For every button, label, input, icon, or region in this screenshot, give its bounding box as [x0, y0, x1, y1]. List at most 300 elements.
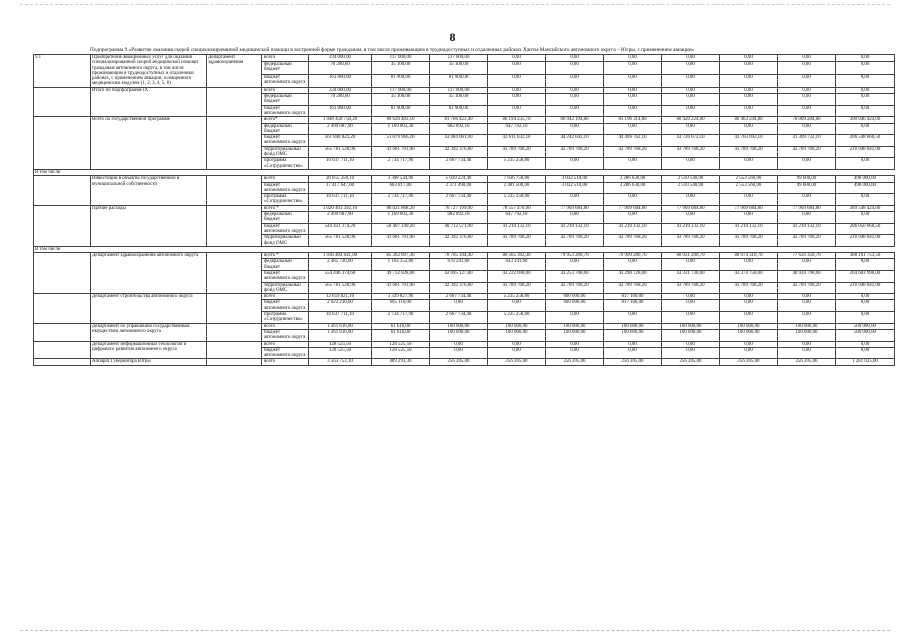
amount-cell: 99 600,00 — [778, 176, 836, 182]
amount-cell: 10 637 711,10 — [309, 158, 372, 170]
amount-cell: 3 286 630,00 — [604, 182, 662, 194]
amount-cell: 0,00 — [546, 194, 604, 206]
funding-source: федеральный бюджет — [262, 94, 309, 106]
amount-cell: 10 637 711,10 — [309, 312, 372, 324]
amount-cell: 2 485 736,00 — [309, 259, 372, 271]
amount-cell: 0,00 — [720, 347, 778, 359]
amount-cell: 43 290 728,00 — [604, 270, 662, 282]
amount-cell: 0,00 — [604, 259, 662, 271]
amount-cell: 100 000,00 — [488, 323, 546, 329]
amount-cell: 0,00 — [604, 87, 662, 93]
amount-cell: 0,00 — [546, 105, 604, 117]
amount-cell: 43 789 768,20 — [778, 146, 836, 158]
amount-cell: 498 000,00 — [836, 176, 895, 182]
amount-cell: 0,00 — [604, 158, 662, 170]
amount-cell: 43 789 768,20 — [546, 146, 604, 158]
amount-cell: 0,00 — [778, 347, 836, 359]
amount-cell: 81 900,00 — [372, 74, 430, 87]
amount-cell: 565 761 528,90 — [309, 146, 372, 158]
amount-cell: 100 000,00 — [546, 323, 604, 329]
funding-source: бюджет автономного округа — [262, 223, 309, 235]
amount-cell: 42 695 127,80 — [430, 270, 488, 282]
amount-cell: 43 789 768,20 — [488, 235, 546, 247]
amount-cell: 5 235 258,80 — [488, 158, 546, 170]
amount-cell: 0,00 — [778, 312, 836, 324]
amount-cell: 61 616,00 — [372, 323, 430, 329]
amount-cell: 43 789 768,20 — [662, 235, 720, 247]
amount-cell: 0,00 — [546, 123, 604, 135]
amount-cell: 0,00 — [604, 94, 662, 106]
amount-cell: 0,00 — [778, 341, 836, 347]
amount-cell: 43 374 758,00 — [720, 270, 778, 282]
amount-cell: 0,00 — [778, 294, 836, 300]
amount-cell: 0,00 — [836, 74, 895, 87]
amount-cell: 43 789 768,20 — [604, 235, 662, 247]
amount-cell: 256 205,00 — [488, 359, 546, 365]
amount-cell: 117 000,00 — [430, 55, 488, 62]
amount-cell: 43 084 061,90 — [430, 135, 488, 147]
amount-cell: 2 510 540,00 — [662, 176, 720, 182]
amount-cell: 0,00 — [836, 347, 895, 359]
amount-cell: 0,00 — [604, 62, 662, 75]
amount-cell: 43 789 768,20 — [778, 235, 836, 247]
funding-source: бюджет автономного округа — [262, 300, 309, 312]
amount-cell: 390 046 424,00 — [836, 117, 895, 123]
amount-cell: 7 636 758,80 — [488, 176, 546, 182]
amount-cell: 0,00 — [488, 62, 546, 75]
amount-cell: 0,00 — [546, 259, 604, 271]
amount-cell: 81 766 423,40 — [430, 117, 488, 123]
amount-cell: 0,00 — [662, 259, 720, 271]
amount-cell: 500 000,00 — [836, 323, 895, 329]
amount-cell: 70 200,00 — [309, 94, 372, 106]
amount-cell: 0,00 — [662, 312, 720, 324]
amount-cell: 218 948 841,00 — [836, 146, 895, 158]
amount-cell: 5 235 258,80 — [488, 312, 546, 324]
row-number — [34, 341, 91, 359]
amount-cell: 0,00 — [778, 123, 836, 135]
amount-cell: 0,00 — [488, 347, 546, 359]
table-row — [34, 359, 895, 365]
amount-cell: 0,00 — [720, 158, 778, 170]
amount-cell: 0,00 — [604, 347, 662, 359]
amount-cell: 0,00 — [720, 259, 778, 271]
executor — [207, 87, 262, 116]
amount-cell: 43 789 768,20 — [488, 282, 546, 294]
budget-table-sheet — [33, 47, 881, 366]
amount-cell: 42 392 376,80 — [430, 235, 488, 247]
amount-cell: 1 281 025,00 — [836, 359, 895, 365]
amount-cell: 0,00 — [546, 62, 604, 75]
amount-cell: 0,00 — [778, 158, 836, 170]
amount-cell: 0,00 — [720, 74, 778, 87]
amount-cell: 86 021 868,20 — [372, 205, 430, 211]
funding-source: всего — [262, 359, 309, 365]
amount-cell: 78 705 104,40 — [430, 253, 488, 259]
executor — [207, 341, 262, 359]
amount-cell: 128 525,50 — [309, 347, 372, 359]
amount-cell: 600 000,00 — [546, 294, 604, 300]
amount-cell: 0,00 — [836, 87, 895, 93]
amount-cell: 206 050 660,50 — [836, 223, 895, 235]
executor — [207, 205, 262, 246]
amount-cell: 0,00 — [720, 55, 778, 62]
amount-cell: 100 000,00 — [604, 323, 662, 329]
amount-cell: 256 205,00 — [662, 359, 720, 365]
amount-cell: 0,00 — [604, 212, 662, 224]
amount-cell: 0,00 — [604, 194, 662, 206]
amount-cell: 0,00 — [546, 55, 604, 62]
amount-cell: 0,00 — [720, 94, 778, 106]
amount-cell: 0,00 — [836, 294, 895, 300]
funding-source: всего — [262, 341, 309, 347]
amount-cell: 3 398 534,90 — [372, 176, 430, 182]
amount-cell: 663 817,00 — [372, 182, 430, 194]
amount-cell: 43 789 768,20 — [720, 282, 778, 294]
amount-cell: 0,00 — [488, 105, 546, 117]
amount-cell: 41 210 132,10 — [604, 223, 662, 235]
amount-cell: 35 100,00 — [430, 62, 488, 75]
amount-cell: 41 210 132,10 — [720, 223, 778, 235]
amount-cell: 100 000,00 — [662, 323, 720, 329]
amount-cell: 0,00 — [662, 74, 720, 87]
amount-cell: 0,00 — [720, 123, 778, 135]
amount-cell: 0,00 — [662, 347, 720, 359]
amount-cell: 0,00 — [662, 194, 720, 206]
amount-cell: 2 371 490,00 — [430, 182, 488, 194]
measure-name: Всего по государственной программе — [91, 117, 207, 170]
amount-cell: 2 553 560,00 — [720, 176, 778, 182]
amount-cell: 43 789 768,20 — [720, 146, 778, 158]
funding-source: программа «Сотрудничество» — [262, 158, 309, 170]
amount-cell: 5 235 258,80 — [488, 294, 546, 300]
amount-cell: 1 164 352,80 — [372, 259, 430, 271]
amount-cell: 2 553 560,00 — [720, 182, 778, 194]
amount-cell: 28 055 358,10 — [309, 176, 372, 182]
amount-cell: 256 205,00 — [720, 359, 778, 365]
amount-cell: 647 792,10 — [488, 212, 546, 224]
amount-cell: 43 789 768,20 — [662, 282, 720, 294]
amount-cell: 0,00 — [488, 55, 546, 62]
amount-cell: 682 892,10 — [430, 212, 488, 224]
amount-cell: 1 169 003,30 — [372, 212, 430, 224]
amount-cell: 1 048 458 750,20 — [309, 117, 372, 123]
funding-source: территориальный фонд ОМС — [262, 235, 309, 247]
amount-cell: 43 789 768,20 — [662, 146, 720, 158]
amount-cell: 218 948 841,00 — [836, 235, 895, 247]
amount-cell: 43 789 768,20 — [720, 235, 778, 247]
amount-cell: 2 401 500,00 — [488, 182, 546, 194]
amount-cell: 77 909 684,80 — [604, 205, 662, 211]
amount-cell: 12 659 821,10 — [309, 294, 372, 300]
funding-source: бюджет автономного округа — [262, 105, 309, 117]
amount-cell: 0,00 — [720, 312, 778, 324]
amount-cell: 565 761 528,90 — [309, 282, 372, 294]
funding-source: бюджет автономного округа — [262, 182, 309, 194]
amount-cell: 2 499 687,90 — [309, 212, 372, 224]
table-row — [34, 55, 895, 62]
amount-cell: 43 763 692,10 — [720, 135, 778, 147]
amount-cell: 43 789 768,20 — [778, 282, 836, 294]
amount-cell: 0,00 — [604, 341, 662, 347]
amount-cell: 100 000,00 — [430, 323, 488, 329]
funding-source: всего — [262, 294, 309, 300]
amount-cell: 0,00 — [546, 158, 604, 170]
amount-cell: 605 110,00 — [372, 300, 430, 312]
funding-source: федеральный бюджет — [262, 259, 309, 271]
amount-cell: 43 789 768,20 — [546, 282, 604, 294]
amount-cell: 1 030 404 641,00 — [309, 253, 372, 259]
amount-cell: 678 241,60 — [430, 259, 488, 271]
amount-cell: 817 100,00 — [604, 300, 662, 312]
amount-cell: 0,00 — [778, 300, 836, 312]
amount-cell: 0,00 — [546, 347, 604, 359]
amount-cell: 2 022 210,00 — [309, 300, 372, 312]
amount-cell: 43 253 708,00 — [546, 270, 604, 282]
amount-cell: 41 210 132,10 — [488, 223, 546, 235]
row-number — [34, 205, 91, 246]
amount-cell: 0,00 — [720, 212, 778, 224]
amount-cell: 234 000,00 — [309, 55, 372, 62]
amount-cell: 0,00 — [836, 259, 895, 271]
amount-cell: 3 032 510,00 — [546, 176, 604, 182]
amount-cell: 0,00 — [836, 158, 895, 170]
amount-cell: 44 496 762,10 — [604, 135, 662, 147]
funding-source: бюджет автономного округа — [262, 347, 309, 359]
measure-name: Департамент информационных технологий и цифрового развития автономного округа — [91, 341, 207, 359]
amount-cell: 544 431 174,20 — [309, 223, 372, 235]
amount-cell: 80 942 194,80 — [546, 117, 604, 123]
amount-cell: 117 000,00 — [372, 55, 430, 62]
executor — [207, 253, 262, 294]
amount-cell: 0,00 — [778, 55, 836, 62]
amount-cell: 80 031 290,70 — [662, 253, 720, 259]
amount-cell: 0,00 — [836, 341, 895, 347]
amount-cell: 100 000,00 — [720, 323, 778, 329]
amount-cell: 554 446 374,60 — [309, 270, 372, 282]
amount-cell: 204 603 990,00 — [836, 270, 895, 282]
amount-cell: 218 948 841,00 — [836, 282, 895, 294]
amount-cell: 0,00 — [720, 300, 778, 312]
amount-cell: 78 009 284,80 — [778, 117, 836, 123]
amount-cell: 99 600,00 — [778, 182, 836, 194]
amount-cell: 43 222 698,00 — [488, 270, 546, 282]
funding-source: федеральный бюджет — [262, 212, 309, 224]
measure-name: Департамент по управлению государственным имуществом автономного округа — [91, 323, 207, 341]
amount-cell: 500 000,00 — [836, 329, 895, 341]
amount-cell: 100 000,00 — [546, 329, 604, 341]
amount-cell: 35 100,00 — [430, 94, 488, 106]
amount-cell: 0,00 — [720, 294, 778, 300]
measure-name: Приобретение авиационных услуг для оказания специализированной скорой медицинской помощи гражданам автономного округа, в том числе проживающим в труднодоступных и отдаленных районах, с применением авиации, оснащенного медицинским модулем (1, 2, 3, 4, 5, 6) — [91, 55, 207, 88]
amount-cell: 70 200,00 — [309, 62, 372, 75]
executor — [207, 294, 262, 323]
amount-cell: 498 000,00 — [836, 182, 895, 194]
amount-cell: 0,00 — [662, 105, 720, 117]
amount-cell: 41 210 132,10 — [778, 223, 836, 235]
amount-cell: 61 616,00 — [372, 329, 430, 341]
amount-cell: 41 210 132,10 — [546, 223, 604, 235]
amount-cell: 1 261 616,00 — [309, 329, 372, 341]
amount-cell: 2 734 717,90 — [372, 158, 430, 170]
amount-cell: 100 000,00 — [488, 329, 546, 341]
amount-cell: 2 667 734,40 — [430, 312, 488, 324]
funding-source: всего — [262, 55, 309, 62]
amount-cell: 0,00 — [720, 62, 778, 75]
amount-cell: 0,00 — [778, 87, 836, 93]
amount-cell: 0,00 — [488, 87, 546, 93]
amount-cell: 0,00 — [662, 55, 720, 62]
amount-cell: 0,00 — [778, 194, 836, 206]
amount-cell: 49 732 828,80 — [372, 270, 430, 282]
executor: Департамент здравоохранения — [207, 55, 262, 88]
section-label: В том числе: — [34, 169, 895, 175]
amount-cell: 0,00 — [430, 300, 488, 312]
amount-cell: 100 000,00 — [430, 329, 488, 341]
amount-cell: 41 681 701,90 — [372, 282, 430, 294]
amount-cell: 80 463 244,80 — [720, 117, 778, 123]
amount-cell: 41 681 701,90 — [372, 235, 430, 247]
amount-cell: 77 909 684,80 — [720, 205, 778, 211]
amount-cell: 0,00 — [662, 87, 720, 93]
executor — [207, 359, 262, 365]
funding-source: всего* — [262, 117, 309, 123]
amount-cell: 389 548 424,00 — [836, 205, 895, 211]
amount-cell: 0,00 — [662, 158, 720, 170]
amount-cell: 0,00 — [778, 259, 836, 271]
amount-cell: 0,00 — [836, 62, 895, 75]
amount-cell: 0,00 — [604, 105, 662, 117]
amount-cell: 0,00 — [546, 212, 604, 224]
amount-cell: 0,00 — [836, 212, 895, 224]
amount-cell: 0,00 — [546, 74, 604, 87]
funding-source: территориальный фонд ОМС — [262, 146, 309, 158]
amount-cell: 0,00 — [778, 105, 836, 117]
amount-cell: 0,00 — [604, 123, 662, 135]
bottom-edge — [20, 630, 890, 631]
executor — [207, 323, 262, 341]
amount-cell: 117 000,00 — [430, 87, 488, 93]
executor — [207, 117, 262, 170]
amount-cell: 0,00 — [662, 94, 720, 106]
amount-cell: 35 100,00 — [372, 62, 430, 75]
amount-cell: 643 141,60 — [488, 259, 546, 271]
amount-cell: 682 892,10 — [430, 123, 488, 135]
amount-cell: 256 205,00 — [430, 359, 488, 365]
amount-cell: 0,00 — [488, 74, 546, 87]
funding-source: бюджет автономного округа — [262, 135, 309, 147]
amount-cell: 80 565 392,30 — [488, 253, 546, 259]
amount-cell: 0,00 — [662, 300, 720, 312]
amount-cell: 0,00 — [546, 87, 604, 93]
amount-cell: 1 261 616,00 — [309, 323, 372, 329]
measure-name: Итого по подпрограмме IX — [91, 87, 207, 116]
row-number — [34, 294, 91, 323]
amount-cell: 0,00 — [778, 74, 836, 87]
amount-cell: 0,00 — [662, 123, 720, 135]
executor — [207, 176, 262, 205]
amount-cell: 256 205,00 — [546, 359, 604, 365]
funding-source: всего — [262, 176, 309, 182]
amount-cell: 41 210 132,10 — [662, 223, 720, 235]
amount-cell: 3 286 630,00 — [604, 176, 662, 182]
funding-source: всего * — [262, 205, 309, 211]
row-number — [34, 176, 91, 205]
amount-cell: 0,00 — [430, 341, 488, 347]
amount-cell: 0,00 — [488, 300, 546, 312]
amount-cell: 0,00 — [488, 94, 546, 106]
amount-cell: 80 074 310,70 — [720, 253, 778, 259]
amount-cell: 0,00 — [720, 341, 778, 347]
amount-cell: 2 734 717,90 — [372, 194, 430, 206]
amount-cell: 163 800,00 — [309, 74, 372, 87]
amount-cell: 2 734 717,90 — [372, 312, 430, 324]
amount-cell: 10 637 711,10 — [309, 194, 372, 206]
amount-cell: 0,00 — [488, 341, 546, 347]
amount-cell: 43 789 768,20 — [604, 146, 662, 158]
amount-cell: 5 235 258,80 — [488, 194, 546, 206]
funding-source: бюджет автономного округа — [262, 270, 309, 282]
amount-cell: 817 100,00 — [604, 294, 662, 300]
amount-cell: 2 667 734,40 — [430, 194, 488, 206]
funding-source: всего — [262, 323, 309, 329]
row-number — [34, 323, 91, 341]
amount-cell: 1 169 003,30 — [372, 123, 430, 135]
amount-cell: 0,00 — [720, 105, 778, 117]
amount-cell: 77 909 684,80 — [778, 205, 836, 211]
amount-cell: 100 000,00 — [778, 329, 836, 341]
amount-cell: 3 339 827,90 — [372, 294, 430, 300]
amount-cell: 42 392 376,80 — [430, 146, 488, 158]
row-number — [34, 253, 91, 294]
row-number — [34, 117, 91, 170]
amount-cell: 0,00 — [836, 105, 895, 117]
amount-cell: 2 667 734,40 — [430, 294, 488, 300]
amount-cell: 0,00 — [604, 74, 662, 87]
budget-table-body — [34, 55, 895, 366]
amount-cell: 81 196 314,80 — [604, 117, 662, 123]
amount-cell: 43 331 738,00 — [662, 270, 720, 282]
amount-cell: 256 205,00 — [778, 359, 836, 365]
amount-cell: 0,00 — [778, 212, 836, 224]
row-number — [34, 87, 91, 116]
amount-cell: 100 000,00 — [662, 329, 720, 341]
amount-cell: 2 499 687,90 — [309, 123, 372, 135]
page-number: 8 — [449, 30, 456, 44]
amount-cell: 388 101 753,50 — [836, 253, 895, 259]
amount-cell: 86 194 235,70 — [488, 117, 546, 123]
amount-cell: 0,00 — [662, 341, 720, 347]
amount-cell: 0,00 — [836, 194, 895, 206]
amount-cell: 0,00 — [546, 312, 604, 324]
amount-cell: 565 761 528,90 — [309, 235, 372, 247]
amount-cell: 0,00 — [604, 55, 662, 62]
amount-cell: 0,00 — [778, 94, 836, 106]
amount-cell: 100 000,00 — [604, 329, 662, 341]
amount-cell: 17 417 647,00 — [309, 182, 372, 194]
amount-cell: 0,00 — [720, 87, 778, 93]
amount-cell: 79 953 260,70 — [546, 253, 604, 259]
funding-source: программа «Сотрудничество» — [262, 312, 309, 324]
amount-cell: 81 900,00 — [430, 105, 488, 117]
amount-cell: 85 362 897,30 — [372, 253, 430, 259]
amount-cell: 77 909 684,80 — [546, 205, 604, 211]
amount-cell: 128 525,50 — [309, 341, 372, 347]
funding-source: бюджет автономного округа — [262, 74, 309, 87]
measure-name: Департамент строительства автономного округа — [91, 294, 207, 323]
subprogram-heading: Подпрограмма 9 «Развитие оказания скорой специализированной медицинской помощи в экстренной форме гражданам, в том числе проживающим в труднодоступных и отдаленных районах Ханты-Мансийского автономного округа – Югры, с применением авиации» — [90, 47, 695, 53]
amount-cell: 2 667 734,40 — [430, 158, 488, 170]
